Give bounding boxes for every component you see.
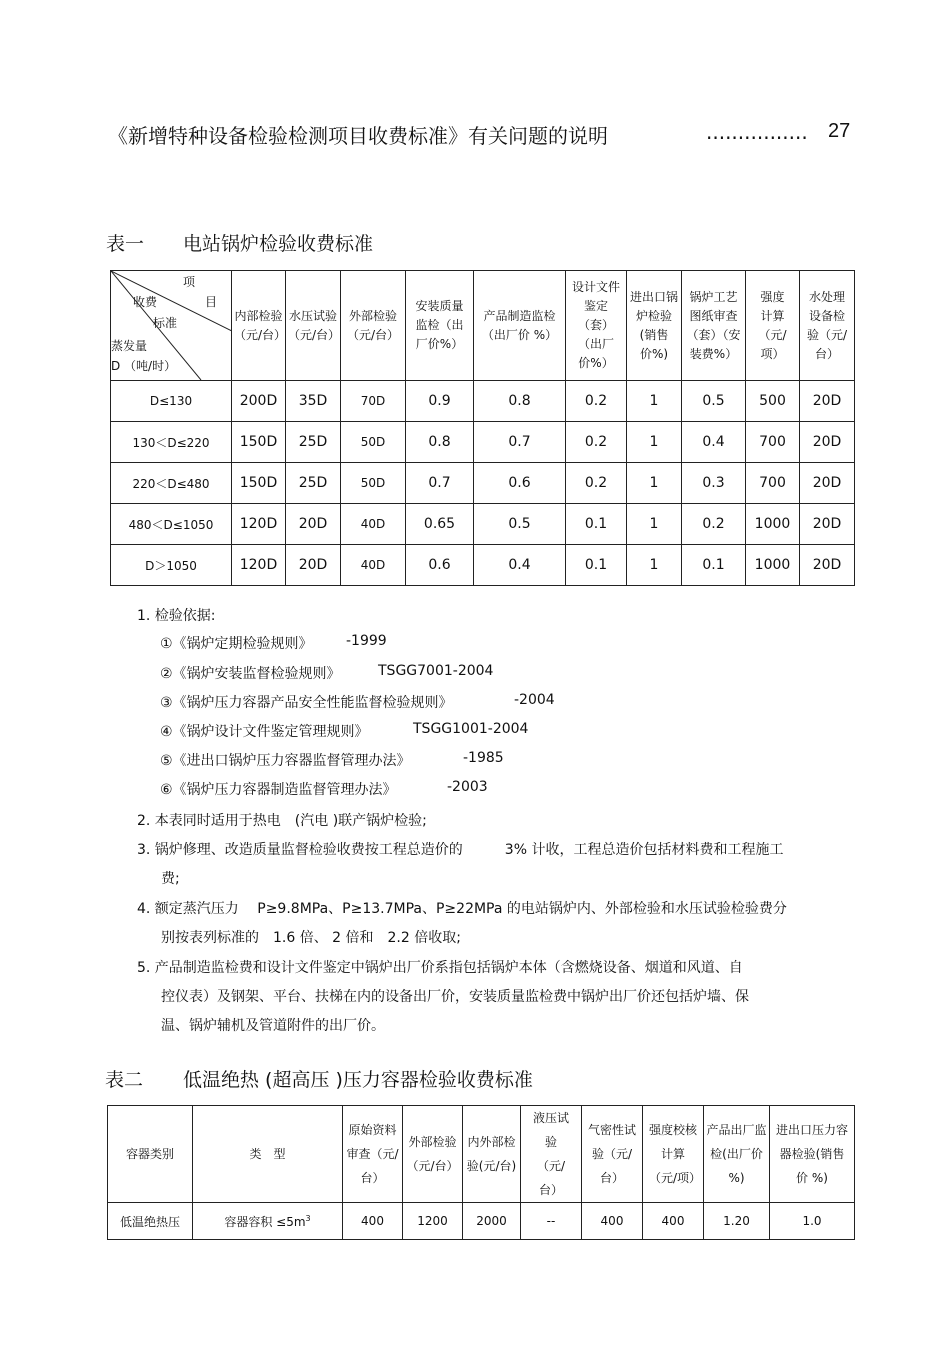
- row-type: [193, 1203, 343, 1240]
- table1-header: 内部检验（元/台）: [232, 271, 286, 381]
- table-row: [111, 463, 855, 504]
- cell: 20D: [800, 422, 855, 463]
- cell: 0.6: [406, 545, 474, 586]
- cell: 50D: [341, 422, 406, 463]
- table1-header: 进出口锅炉检验(销售价%): [627, 271, 682, 381]
- ref-code: -2003: [447, 779, 488, 795]
- toc-title: 《新增特种设备检验检测项目收费标准》有关问题的说明: [108, 124, 608, 148]
- table2: [107, 1105, 855, 1240]
- cell: 1.0: [770, 1203, 855, 1240]
- cell: 1: [627, 381, 682, 422]
- row-category: 低温绝热压: [108, 1203, 193, 1240]
- cell: 0.5: [474, 504, 566, 545]
- cell: 20D: [800, 463, 855, 504]
- cell: 25D: [286, 463, 341, 504]
- cell: 150D: [232, 463, 286, 504]
- corner-item-2: 目: [205, 295, 218, 309]
- table2-header: 外部检验（元/台）: [403, 1106, 463, 1203]
- cell: 20D: [286, 545, 341, 586]
- cell: 1: [627, 463, 682, 504]
- table-row: [111, 381, 855, 422]
- ref-code: -1985: [463, 750, 504, 766]
- corner-unit: D （吨/时）: [111, 359, 177, 373]
- table1-header: 产品制造监检（出厂价 %）: [474, 271, 566, 381]
- table1-label: 表一: [106, 233, 145, 255]
- cell: 700: [746, 463, 800, 504]
- table2-header: 类 型: [193, 1106, 343, 1203]
- row-range: 220＜D≤480: [111, 463, 232, 504]
- cell: 400: [582, 1203, 643, 1240]
- cell: 0.5: [682, 381, 746, 422]
- table1-header: 强度计算（元/项）: [746, 271, 800, 381]
- cell: 1200: [403, 1203, 463, 1240]
- table2-header: 产品出厂监检(出厂价 %): [704, 1106, 770, 1203]
- cell: 0.2: [566, 422, 627, 463]
- note-4: 4. 额定蒸汽压力 P≥9.8MPa、P≥13.7MPa、P≥22MPa 的电站锅炉内、外部检验和水压试验检验费分: [137, 901, 787, 917]
- note-3: 3. 锅炉修理、改造质量监督检验收费按工程总造价的 3% 计收，工程总造价包括材料费和工程施工: [137, 842, 784, 858]
- ref-name: ⑤《进出口锅炉压力容器监督管理办法》: [160, 753, 411, 769]
- note-2: 2. 本表同时适用于热电 (汽电 )联产锅炉检验;: [137, 813, 427, 829]
- ref-name: ②《锅炉安装监督检验规则》: [160, 666, 341, 682]
- note-5: 5. 产品制造监检费和设计文件鉴定中锅炉出厂价系指包括锅炉本体（含燃烧设备、烟道和风道、自: [137, 960, 743, 976]
- table2-header: 强度校核计算（元/项）: [643, 1106, 704, 1203]
- cell: 400: [643, 1203, 704, 1240]
- table1: [110, 270, 855, 586]
- table-row: [108, 1203, 855, 1240]
- note-5-cont: 温、锅炉辅机及管道附件的出厂价。: [161, 1018, 385, 1034]
- cell: 0.1: [682, 545, 746, 586]
- table2-header: 内外部检验(元/台): [463, 1106, 521, 1203]
- cell: 700: [746, 422, 800, 463]
- cell: 50D: [341, 463, 406, 504]
- ref-code: -1999: [346, 633, 387, 649]
- table-row: [111, 422, 855, 463]
- cell: 150D: [232, 422, 286, 463]
- table2-header: 原始资料审查（元/台）: [343, 1106, 403, 1203]
- ref-name: ⑥《锅炉压力容器制造监督管理办法》: [160, 782, 397, 798]
- cell: 20D: [800, 504, 855, 545]
- toc-dots: ................: [706, 120, 808, 144]
- corner-fee: 收费: [133, 295, 158, 309]
- corner-evap: 蒸发量: [111, 339, 148, 353]
- table1-corner-cell: [111, 271, 232, 381]
- cell: 0.65: [406, 504, 474, 545]
- cell: 0.2: [682, 504, 746, 545]
- table1-header: 设计文件鉴定（套）（出厂价%）: [566, 271, 627, 381]
- cell: 70D: [341, 381, 406, 422]
- cell: 40D: [341, 504, 406, 545]
- cell: 1: [627, 422, 682, 463]
- table2-label: 表二: [105, 1069, 144, 1091]
- cell: 20D: [286, 504, 341, 545]
- cell: 120D: [232, 545, 286, 586]
- cell: 0.4: [474, 545, 566, 586]
- table2-header: 气密性试验（元/台）: [582, 1106, 643, 1203]
- cell: 0.2: [566, 463, 627, 504]
- cell: 25D: [286, 422, 341, 463]
- cell: 20D: [800, 381, 855, 422]
- cell: 0.7: [406, 463, 474, 504]
- ref-code: TSGG1001-2004: [413, 721, 529, 737]
- row-range: D＞1050: [111, 545, 232, 586]
- table1-title: 电站锅炉检验收费标准: [183, 233, 374, 255]
- cell: 0.4: [682, 422, 746, 463]
- table1-header: 水压试验（元/台）: [286, 271, 341, 381]
- cell: 0.3: [682, 463, 746, 504]
- cell: 400: [343, 1203, 403, 1240]
- cell: 500: [746, 381, 800, 422]
- ref-name: ④《锅炉设计文件鉴定管理规则》: [160, 724, 369, 740]
- row-range: D≤130: [111, 381, 232, 422]
- table2-header: 容器类别: [108, 1106, 193, 1203]
- table1-header-row: [111, 271, 855, 381]
- cell: 20D: [800, 545, 855, 586]
- toc-page-number: 27: [828, 120, 851, 142]
- table2-header-row: [108, 1106, 855, 1203]
- table-row: [111, 504, 855, 545]
- note-4-cont: 别按表列标准的 1.6 倍、 2 倍和 2.2 倍收取;: [161, 930, 461, 946]
- ref-code: TSGG7001-2004: [378, 663, 494, 679]
- cell: 0.8: [406, 422, 474, 463]
- cell: 35D: [286, 381, 341, 422]
- cell: 1: [627, 504, 682, 545]
- note-3-cont: 费;: [161, 871, 180, 887]
- table1-header: 水处理设备检验（元/台）: [800, 271, 855, 381]
- cell: 1.20: [704, 1203, 770, 1240]
- cell: 0.6: [474, 463, 566, 504]
- cell: 120D: [232, 504, 286, 545]
- cell: 40D: [341, 545, 406, 586]
- row-range: 130＜D≤220: [111, 422, 232, 463]
- corner-item-1: 项: [183, 275, 196, 289]
- cell: 0.9: [406, 381, 474, 422]
- cell: 1: [627, 545, 682, 586]
- corner-std: 标准: [153, 316, 178, 330]
- cell: --: [521, 1203, 582, 1240]
- table1-header: 锅炉工艺图纸审查（套）（安装费%）: [682, 271, 746, 381]
- table1-header: 安装质量监检（出厂价%）: [406, 271, 474, 381]
- row-type-superscript: 3: [305, 1213, 311, 1223]
- table-row: [111, 545, 855, 586]
- ref-name: ①《锅炉定期检验规则》: [160, 636, 313, 652]
- ref-code: -2004: [514, 692, 555, 708]
- note-5-cont: 控仪表）及钢架、平台、扶梯在内的设备出厂价，安装质量监检费中锅炉出厂价还包括炉墙、保: [161, 989, 749, 1005]
- note-1: 1. 检验依据:: [137, 608, 216, 624]
- ref-name: ③《锅炉压力容器产品安全性能监督检验规则》: [160, 695, 453, 711]
- cell: 200D: [232, 381, 286, 422]
- cell: 1000: [746, 504, 800, 545]
- row-type-text: 容器容积 ≤5m: [224, 1214, 306, 1229]
- table2-header: 液压试验（元/台）: [521, 1106, 582, 1203]
- table1-header: 外部检验（元/台）: [341, 271, 406, 381]
- cell: 2000: [463, 1203, 521, 1240]
- table2-header: 进出口压力容器检验(销售价 %): [770, 1106, 855, 1203]
- cell: 0.1: [566, 504, 627, 545]
- cell: 1000: [746, 545, 800, 586]
- cell: 0.1: [566, 545, 627, 586]
- cell: 0.2: [566, 381, 627, 422]
- cell: 0.8: [474, 381, 566, 422]
- table2-title: 低温绝热 (超高压 )压力容器检验收费标准: [183, 1069, 533, 1091]
- row-range: 480＜D≤1050: [111, 504, 232, 545]
- cell: 0.7: [474, 422, 566, 463]
